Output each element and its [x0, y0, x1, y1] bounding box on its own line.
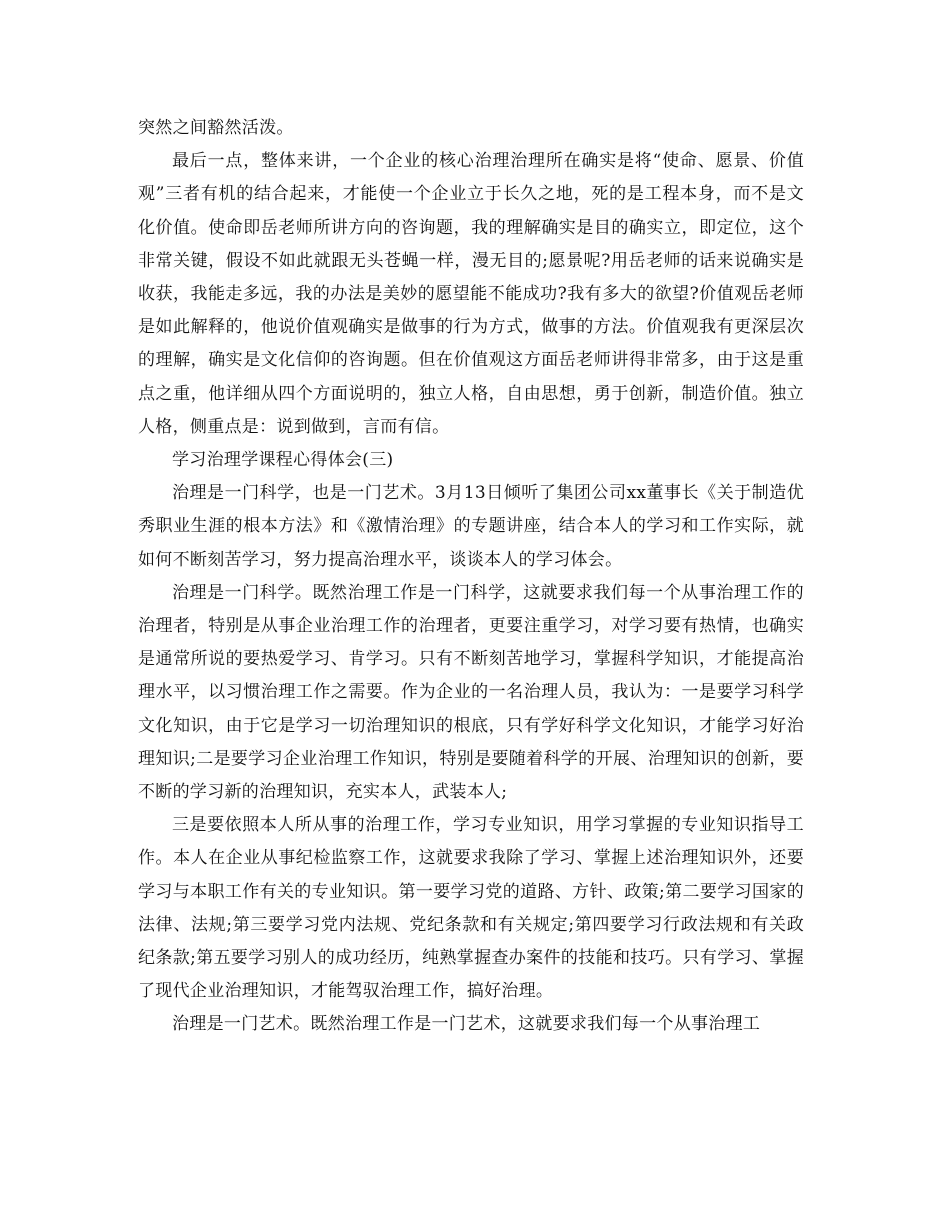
paragraph-management-science: 治理是一门科学。既然治理工作是一门科学，这就要求我们每一个从事治理工作的治理者，特别是从事企业治理工作的治理者，更要注重学习，对学习要有热情，也确实是通常所说的要热爱学习、肯学习。只有不断刻苦地学习，掌握科学知识，才能提高治理水平，以习惯治理工作之需要。作为企业的一名治理人员，我认为：一是要学习科学文化知识，由于它是学习一切治理知识的根底，只有学好科学文化知识，才能学习好治理知识;二是要学习企业治理工作知识，特别是要随着科学的开展、治理知识的创新，要不断的学习新的治理知识，充实本人，武装本人; [138, 582, 804, 803]
paragraph-professional-knowledge: 三是要依照本人所从事的治理工作，学习专业知识，用学习掌握的专业知识指导工作。本人在企业从事纪检监察工作，这就要求我除了学习、掌握上述治理知识外，还要学习与本职工作有关的专业知识。第一要学习党的道路、方针、政策;第二要学习国家的法律、法规;第三要学习党内法规、党纪条款和有关规定;第四要学习行政法规和有关政纪条款;第五要学习别人的成功经历，纯熟掌握查办案件的技能和技巧。只有学习、掌握了现代企业治理知识，才能驾驭治理工作，搞好治理。 [138, 815, 804, 1002]
paragraph-intro: 治理是一门科学，也是一门艺术。3月13日倾听了集团公司xx董事长《关于制造优秀职业生涯的根本方法》和《激情治理》的专题讲座，结合本人的学习和工作实际，就如何不断刻苦学习，努力提高治理水平，谈谈本人的学习体会。 [138, 483, 804, 570]
document-body [138, 112, 804, 1042]
paragraph-continuation: 突然之间豁然活泼。 [138, 118, 294, 138]
paragraph-mission-vision-values: 最后一点，整体来讲，一个企业的核心治理治理所在确实是将“使命、愿景、价值观”三者有机的结合起来，才能使一个企业立于长久之地，死的是工程本身，而不是文化价值。使命即岳老师所讲方向的咨询题，我的理解确实是目的确实立，即定位，这个非常关键，假设不如此就跟无头苍蝇一样，漫无目的;愿景呢?用岳老师的话来说确实是收获，我能走多远，我的办法是美妙的愿望能不能成功?我有多大的欲望?价值观岳老师是如此解释的，他说价值观确实是做事的行为方式，做事的方法。价值观我有更深层次的理解，确实是文化信仰的咨询题。但在价值观这方面岳老师讲得非常多，由于这是重点之重，他详细从四个方面说明的，独立人格，自由思想，勇于创新，制造价值。独立人格，侧重点是：说到做到，言而有信。 [138, 151, 804, 437]
section-heading: 学习治理学课程心得体会(三) [172, 450, 394, 471]
paragraph-management-art: 治理是一门艺术。既然治理工作是一门艺术，这就要求我们每一个从事治理工 [172, 1014, 761, 1035]
